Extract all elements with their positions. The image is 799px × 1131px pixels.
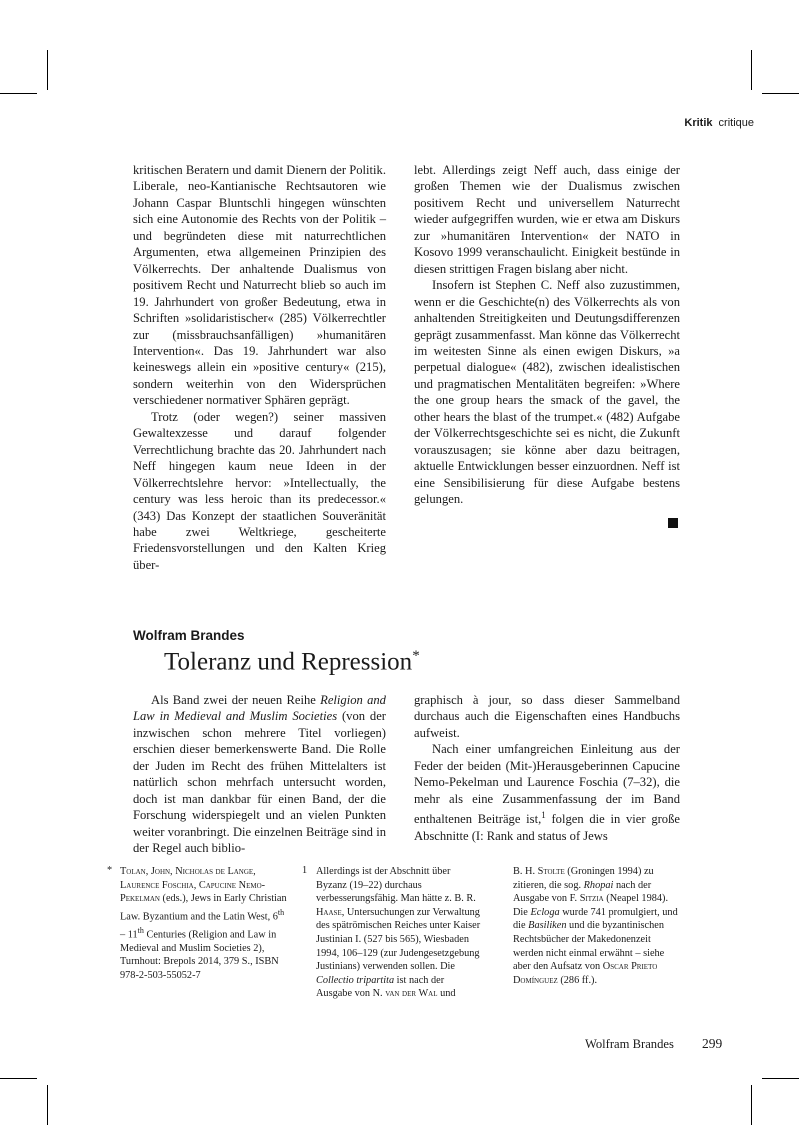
series-title: Religion and Law in Medieval and Muslim Societies: [133, 693, 386, 724]
paragraph: Trotz (oder wegen?) seiner massiven Gewaltexzesse und darauf folgender Verrechtlichung brachte das 20. Jahrhundert nach Neff hingegen kaum neue Ideen in der Völkerrechtslehre hervor: »Intellectually, the century was less heroic than its predecessor.« (343) Das Konzept der staatlichen Souveränität habe zwei Weltkriege, gescheiterte Friedensvorstellungen und den Kalten Krieg über-: [133, 409, 386, 572]
footnote-1-mark: 1: [302, 865, 308, 876]
article-author: Wolfram Brandes: [133, 628, 245, 643]
paragraph: Nach einer umfangreichen Einleitung aus der Feder der beiden (Mit-)Herausgeberinnen Capucine Nemo-Pekelman und Laurence Foschia (7–32), die mehr als eine Zusammenfassung der im Band enthaltenen Beiträge ist,$^1$ folgen die in vier große Abschnitte (I: Rank and status of Jews: [414, 742, 680, 843]
crop-mark: [751, 1085, 752, 1125]
paragraph: lebt. Allerdings zeigt Neff auch, dass einige der großen Themen wie der Dualismus zwischen positivem Recht und universellem Naturrecht wieder aufgegriffen wurden, wie er etwa am Diskurs zur »humanitären Intervention« der NATO in Kosovo 1999 veranschaulicht. Einigkeit bestünde in diesen strittigen Fragen bislang aber nicht.: [414, 163, 680, 276]
footnote-star-mark: *: [107, 865, 113, 876]
review2-right-column: [414, 692, 680, 844]
crop-mark: [47, 1085, 48, 1125]
paragraph: graphisch à jour, so dass dieser Sammelband durchaus auch die Eigenschaften eines Handbuchs aufweist.: [414, 693, 680, 740]
review2-left-column: [133, 692, 386, 857]
paragraph: Als Band zwei der neuen Reihe Religion and Law in Medieval and Muslim Societies (von der inzwischen schon mehrere Titel vorliegen) erschien dieser bemerkenswerte Band. Die Rolle der Juden im Recht des frühen Mittelalters ist natürlich schon mehrfach untersucht worden, doch ist man dankbar für einen Band, der die Forschung widerspiegelt und an vielen Punkten weiter voranbringt. Die einzelnen Beiträge sind in der Regel auch biblio-: [133, 693, 386, 856]
title-footnote-mark: *: [412, 648, 420, 664]
running-header: [684, 117, 754, 129]
header-kritik: Kritik: [684, 117, 713, 129]
footnote-1-part-b: B. H. Stolte (Groningen 1994) zu zitieren, die sog. Rhopai nach der Ausgabe von F. Sitzia (Neapel 1984). Die Ecloga wurde 741 promulgiert, und die Basiliken und die byzantinischen Rechtsbücher der Makedonenzeit werden nicht einmal erwähnt – siehe aber den Aufsatz von Oscar Prieto Domínguez (286 ff.).: [513, 866, 678, 986]
crop-mark: [762, 1078, 799, 1079]
page-number: 299: [702, 1036, 723, 1051]
footnote-ref: 1: [541, 810, 546, 821]
footnote-star: Tolan, John, Nicholas de Lange, Laurence Foschia, Capucine Nemo-Pekelman (eds.), Jews in Early Christian Law. Byzantium and the Latin West, 6th – 11th Centuries (Religion and Law in Medieval and Muslim Societies 2), Turnhout: Brepols 2014, 379 S., ISBN 978-2-503-55052-7: [120, 866, 287, 981]
crop-mark: [47, 50, 48, 90]
crop-mark: [0, 93, 37, 94]
crop-mark: [751, 50, 752, 90]
review1-right-column: [414, 162, 680, 508]
crop-mark: [0, 1078, 37, 1079]
paragraph: Insofern ist Stephen C. Neff also zuzustimmen, wenn er die Geschichte(n) des Völkerrechts als von anhaltenden Streitigkeiten und Deutungsdifferenzen geprägt zusammenfasst. Man könne das Völkerrecht im weitesten Sinne als einen ewigen Diskurs, »a perpetual dialogue« (482), zwischen idealistischen und pragmatischen Mentalitäten begreifen: »Where the one group hears the smack of the gavel, the other hears the blast of the trumpet.« (482) Aufgabe der Völkerrechtsgeschichte sei es nicht, die Zukunft vorauszusagen; sie könne aber dazu beitragen, aktuelle Entwicklungen besser einzuordnen. Neff ist eine Sensibilisierung für diese Aufgabe bestens gelungen.: [414, 278, 680, 507]
crop-mark: [762, 93, 799, 94]
header-critique: critique: [718, 117, 754, 129]
footnote-1-part-a: Allerdings ist der Abschnitt über Byzanz (19–22) durchaus verbesserungsfähig. Man hätte z. B. R. Haase, Untersuchungen zur Verwaltung des spätrömischen Reiches unter Kaiser Justinian I. (527 bis 565), Wiesbaden 1994, 106–129 (zur Judengesetzgebung Justinians) verwenden sollen. Die Collectio tripartita ist nach der Ausgabe von N. van der Wal und: [316, 866, 481, 1000]
review1-left-column: [133, 162, 386, 573]
article-title: Toleranz und Repression*: [164, 648, 420, 676]
paragraph: kritischen Beratern und damit Dienern der Politik. Liberale, neo-Kantianische Rechtsautoren wie Johann Caspar Bluntschli hingegen wünschten sich eine Autonomie des Rechts von der Politik – und begründeten diese mit naturrechtlichen Argumenten, etwa allgemeinen Prinzipien des Völkerrechts. Der anhaltende Dualismus von positivem Recht und Naturrecht blieb so auch im 19. Jahrhundert von großer Bedeutung, etwa in Schriften »solidaristischer« (285) Völkerrechtler zur (missbrauchsanfälligen) »humanitären Intervention«. Das 19. Jahrhundert war also keineswegs allein ein »positive century« (215), sondern weiterhin von den Widersprüchen verschiedener normativer Sphären geprägt.: [133, 163, 386, 408]
end-mark: [668, 518, 678, 528]
footer-author: Wolfram Brandes: [585, 1037, 674, 1051]
